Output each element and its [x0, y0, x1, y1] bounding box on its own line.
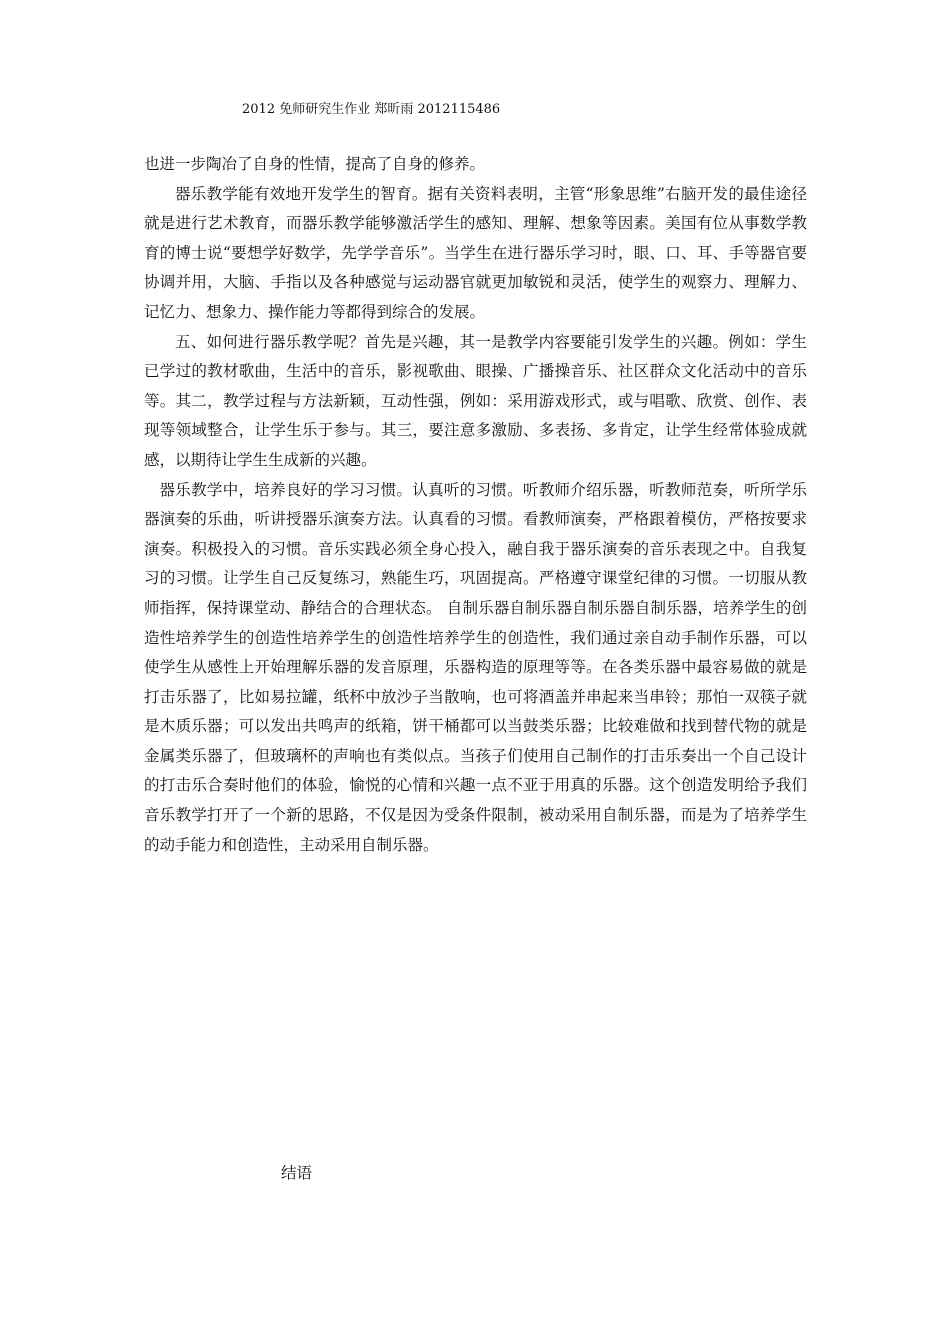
- paragraph-continuation: 也进一步陶冶了自身的性情，提高了自身的修养。: [144, 155, 486, 173]
- document-body: [144, 150, 807, 860]
- paragraph-how-to-teach: 五、如何进行器乐教学呢？首先是兴趣，其一是教学内容要能引发学生的兴趣。例如：学生已学过的教材歌曲，生活中的音乐，影视歌曲、眼操、广播操音乐、社区群众文化活动中的音乐等。其二，教学过程与方法新颖，互动性强，例如：采用游戏形式，或与唱歌、欣赏、创作、表现等领域整合，让学生乐于参与。其三，要注意多激励、多表扬、多肯定，让学生经常体验成就感，以期待让学生生成新的兴趣。: [144, 332, 807, 469]
- paragraph-learning-habits: 器乐教学中，培养良好的学习习惯。认真听的习惯。听教师介绍乐器，听教师范奏，听所学乐器演奏的乐曲，听讲授器乐演奏方法。认真看的习惯。看教师演奏，严格跟着模仿，严格按要求演奏。积极投入的习惯。音乐实践必须全身心投入，融自我于器乐演奏的音乐表现之中。自我复习的习惯。让学生自己反复练习，熟能生巧，巩固提高。严格遵守课堂纪律的习惯。一切服从教师指挥，保持课堂动、静结合的合理状态。 自制乐器自制乐器自制乐器自制乐器，培养学生的创造性培养学生的创造性培养学生的创造性培养学生的创造性，我们通过亲自动手制作乐器，可以使学生从感性上开始理解乐器的发音原理，乐器构造的原理等等。在各类乐器中最容易做的就是打击乐器了，比如易拉罐，纸杯中放沙子当散响，也可将酒盖并串起来当串铃；那怕一双筷子就是木质乐器；可以发出共鸣声的纸箱，饼干桶都可以当鼓类乐器；比较难做和找到替代物的就是金属类乐器了，但玻璃杯的声响也有类似点。当孩子们使用自己制作的打击乐奏出一个自己设计的打击乐合奏时他们的体验，愉悦的心情和兴趣一点不亚于用真的乐器。这个创造发明给予我们音乐教学打开了一个新的思路，不仅是因为受条件限制，被动采用自制乐器，而是为了培养学生的动手能力和创造性，主动采用自制乐器。: [144, 480, 807, 854]
- paragraph-intellect-development: 器乐教学能有效地开发学生的智育。据有关资料表明，主管“形象思维”右脑开发的最佳途径就是进行艺术教育，而器乐教学能够激活学生的感知、理解、想象等因素。美国有位从事数学教育的博士说“要想学好数学，先学学音乐”。当学生在进行器乐学习时，眼、口、耳、手等器官要协调并用，大脑、手指以及各种感觉与运动器官就更加敏锐和灵活，使学生的观察力、理解力、记忆力、想象力、操作能力等都得到综合的发展。: [144, 184, 807, 321]
- closing-heading: 结语: [281, 1164, 313, 1182]
- page-header: 2012 免师研究生作业 郑昕雨 2012115486: [242, 102, 501, 117]
